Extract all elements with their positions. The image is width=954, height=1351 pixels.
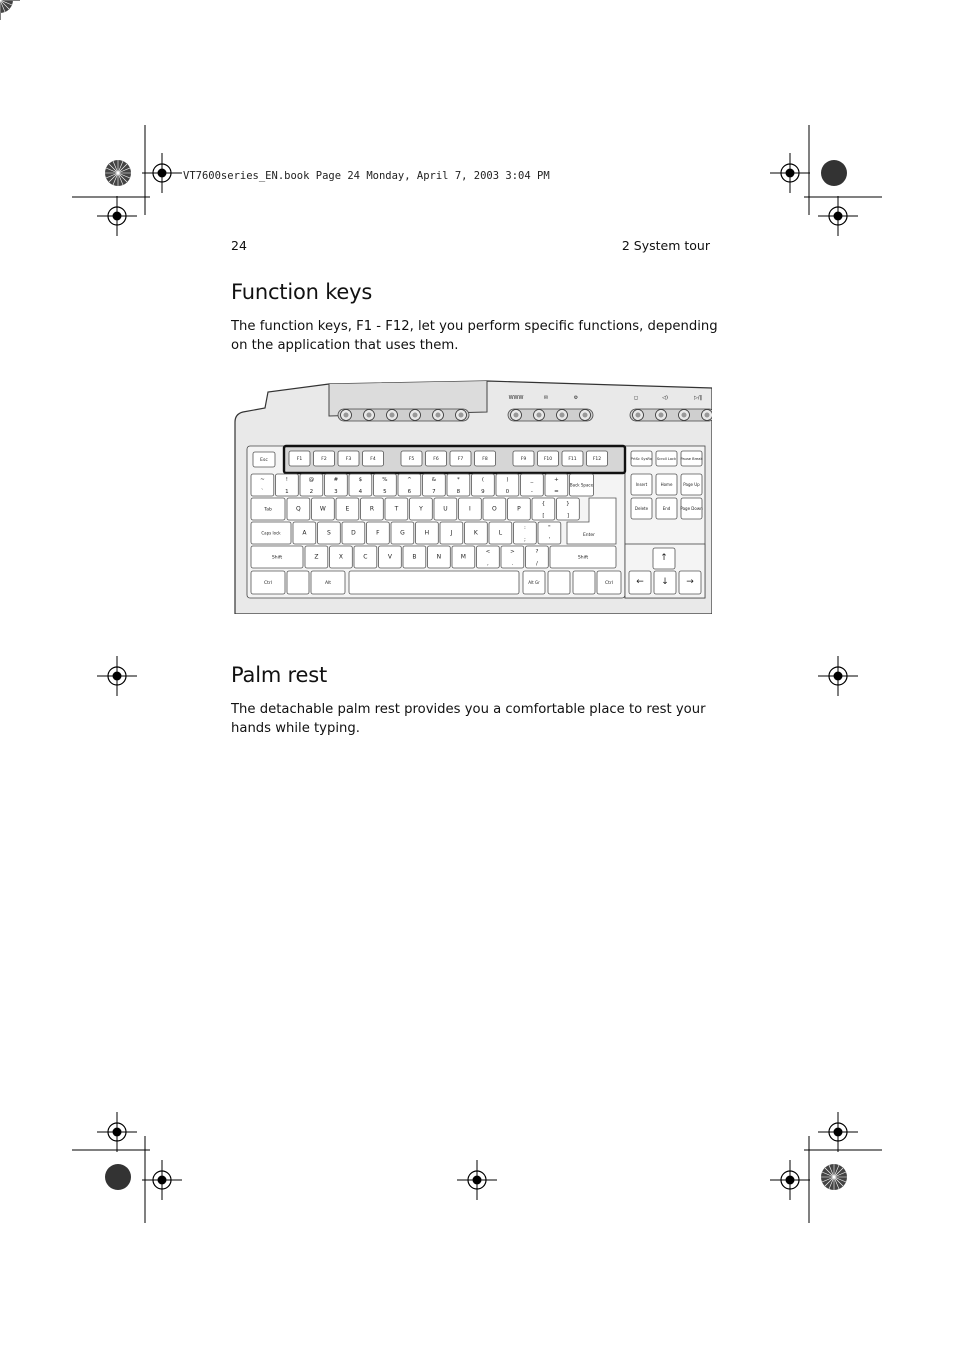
hotkey-left-button-center — [367, 413, 372, 418]
key-letter-label: S — [326, 529, 331, 537]
key-nav-label: Insert — [635, 482, 648, 488]
key-function-label: F4 — [370, 457, 376, 463]
hotkey-right-button-center — [636, 413, 641, 418]
key-number-bottom: 8 — [456, 489, 461, 495]
key-punct-bottom: . — [511, 561, 514, 567]
key-letter-label: N — [436, 553, 442, 561]
hotkey-label: ◻ — [633, 395, 639, 401]
hotkey-label: ▷/‖ — [693, 395, 703, 401]
key-bracket-bottom: ] — [566, 513, 569, 519]
hotkey-right-button-center — [682, 413, 687, 418]
hotkey-mid-button-center — [560, 413, 565, 418]
file-slug: VT7600series_EN.book Page 24 Monday, April 7, 2003 3:04 PM — [183, 170, 550, 182]
key-punct-bottom: ' — [548, 537, 551, 543]
key-letter-label: D — [351, 529, 356, 537]
key-bracket-top: } — [566, 501, 570, 507]
page-number: 24 — [231, 238, 247, 253]
key-letter-label: O — [492, 505, 497, 513]
key-letter-label: W — [319, 505, 326, 513]
key-number-bottom: 6 — [407, 489, 412, 495]
key-letter-label: X — [338, 553, 343, 561]
key-arrow-up-label: ↑ — [660, 553, 668, 564]
key-function-label: F1 — [296, 457, 303, 463]
key-number-top: % — [382, 477, 388, 483]
key-number-bottom: 9 — [481, 489, 485, 495]
key-number-bottom: 7 — [432, 489, 436, 495]
key-punct-top: " — [548, 525, 551, 531]
hotkey-label: ✉ — [543, 395, 549, 401]
key-number-top: & — [431, 477, 437, 483]
heading-palm-rest: Palm rest — [231, 663, 328, 687]
key-letter-label: L — [498, 529, 503, 537]
key-letter-label: I — [469, 505, 471, 513]
key-letter-label: B — [412, 553, 417, 561]
key-punct-top: < — [485, 549, 491, 555]
key-function-label: F2 — [321, 457, 327, 463]
key-nav-label: End — [662, 506, 671, 512]
hotkey-label: ◁) — [662, 395, 668, 401]
key-number-top: ^ — [407, 477, 412, 483]
key-win-left — [287, 571, 309, 594]
key-shift-left-label: Shift — [271, 555, 283, 561]
key-enter-label: Enter — [582, 533, 596, 538]
key-bracket-top: { — [541, 501, 546, 507]
key-backspace-label: Back Space — [569, 482, 594, 488]
key-number-bottom: 0 — [505, 489, 510, 495]
key-number-top: $ — [358, 477, 363, 483]
key-number-top: ) — [506, 477, 509, 483]
keyboard-drawing — [233, 378, 712, 614]
key-letter-label: R — [369, 505, 374, 513]
hotkey-mid-button-center — [537, 413, 542, 418]
key-letter-label: A — [302, 529, 307, 537]
key-punct-bottom: ; — [523, 537, 526, 543]
hotkey-left-button-center — [413, 413, 418, 418]
key-letter-label: F — [376, 529, 380, 537]
key-function-label: F12 — [592, 457, 602, 463]
key-number-top: # — [333, 477, 339, 483]
hotkey-mid-button-center — [514, 413, 519, 418]
key-number-top: * — [457, 477, 460, 483]
key-letter-label: C — [363, 553, 368, 561]
key-punct-top: ? — [535, 549, 539, 555]
key-bracket-bottom: [ — [542, 513, 545, 519]
key-arrow-down-label: ↓ — [661, 577, 669, 588]
hotkey-label: ⚙ — [573, 395, 579, 401]
key-function-label: F8 — [482, 457, 488, 463]
key-letter-label: P — [517, 505, 521, 513]
key-letter-label: M — [460, 553, 466, 561]
key-number-top: ( — [481, 477, 484, 483]
key-nav-label: Home — [660, 482, 673, 488]
key-alt-gr-label: Alt Gr — [528, 580, 540, 586]
key-letter-label: Q — [296, 505, 301, 513]
key-letter-label: K — [473, 529, 478, 537]
key-letter-label: U — [443, 505, 448, 513]
key-punct-top: > — [510, 549, 515, 555]
key-number-top: ~ — [260, 477, 265, 483]
hotkey-left-button-center — [436, 413, 441, 418]
hotkey-mid-button-center — [583, 413, 588, 418]
keyboard-illustration — [233, 378, 712, 614]
key-number-bottom: 3 — [334, 489, 338, 495]
key-win-right — [548, 571, 570, 594]
key-shift-right-label: Shift — [577, 555, 589, 561]
key-number-top: _ — [530, 477, 534, 483]
key-letter-label: Y — [419, 505, 423, 513]
running-header: 2 System tour — [621, 238, 710, 253]
key-number-bottom: = — [554, 489, 559, 495]
key-punct-bottom: , — [487, 561, 489, 567]
paragraph-palm-rest: The detachable palm rest provides you a comfortable place to rest your hands while typing. — [231, 702, 706, 736]
key-arrow-right-label: → — [686, 577, 694, 588]
key-function-label: F11 — [568, 457, 577, 463]
key-letter-label: T — [394, 505, 399, 513]
hotkey-right-button-center — [659, 413, 664, 418]
key-system-label: PrtSc SysRq — [630, 457, 653, 462]
key-function-label: F6 — [433, 457, 439, 463]
hotkey-label: WWW — [508, 395, 524, 401]
key-alt-label: Alt — [324, 581, 332, 587]
key-menu — [573, 571, 595, 594]
key-nav-label: Delete — [634, 506, 649, 512]
key-letter-label: V — [387, 553, 392, 561]
key-space — [349, 571, 519, 594]
key-function-label: F9 — [520, 457, 527, 463]
key-function-label: F3 — [345, 457, 352, 463]
key-number-top: @ — [308, 477, 315, 483]
key-tab-label: Tab — [264, 507, 272, 513]
hotkey-left-button-center — [344, 413, 349, 418]
key-number-bottom: 2 — [309, 489, 314, 495]
key-function-label: F5 — [408, 457, 415, 463]
key-punct-top: : — [523, 525, 526, 531]
key-system-label: Scroll Lock — [656, 457, 677, 462]
key-letter-label: Z — [314, 553, 319, 561]
key-nav-label: Page Down — [680, 506, 703, 512]
key-ctrl-right-label: Ctrl — [604, 581, 614, 587]
key-nav-label: Page Up — [683, 482, 700, 488]
key-letter-label: H — [424, 529, 430, 537]
key-letter-label: G — [400, 529, 405, 537]
hotkey-left-button-center — [459, 413, 464, 418]
key-esc-label: Esc — [260, 458, 268, 464]
key-function-label: F7 — [457, 457, 464, 463]
key-number-bottom: 5 — [383, 489, 387, 495]
key-arrow-left-label: ← — [636, 577, 644, 588]
key-number-bottom: ` — [261, 489, 264, 495]
key-number-bottom: 1 — [285, 489, 289, 495]
key-number-top: ! — [285, 477, 289, 483]
key-punct-bottom: / — [535, 561, 538, 567]
heading-function-keys: Function keys — [231, 280, 373, 304]
key-function-label: F10 — [543, 457, 553, 463]
key-letter-label: E — [345, 505, 350, 513]
hotkey-right-button-center — [705, 413, 710, 418]
hotkey-left-bar — [338, 409, 469, 421]
key-letter-label: J — [450, 529, 453, 537]
key-number-bottom: 4 — [358, 489, 363, 495]
key-number-bottom: - — [530, 489, 533, 495]
hotkey-left-button-center — [390, 413, 395, 418]
key-caps-lock-label: Caps lock — [261, 530, 281, 536]
key-system-label: Pause Break — [680, 457, 703, 462]
paragraph-function-keys: The function keys, F1 - F12, let you perform specific functions, depending on the application that uses them. — [231, 319, 718, 353]
key-ctrl-left-label: Ctrl — [263, 581, 273, 587]
key-number-top: + — [554, 477, 559, 483]
